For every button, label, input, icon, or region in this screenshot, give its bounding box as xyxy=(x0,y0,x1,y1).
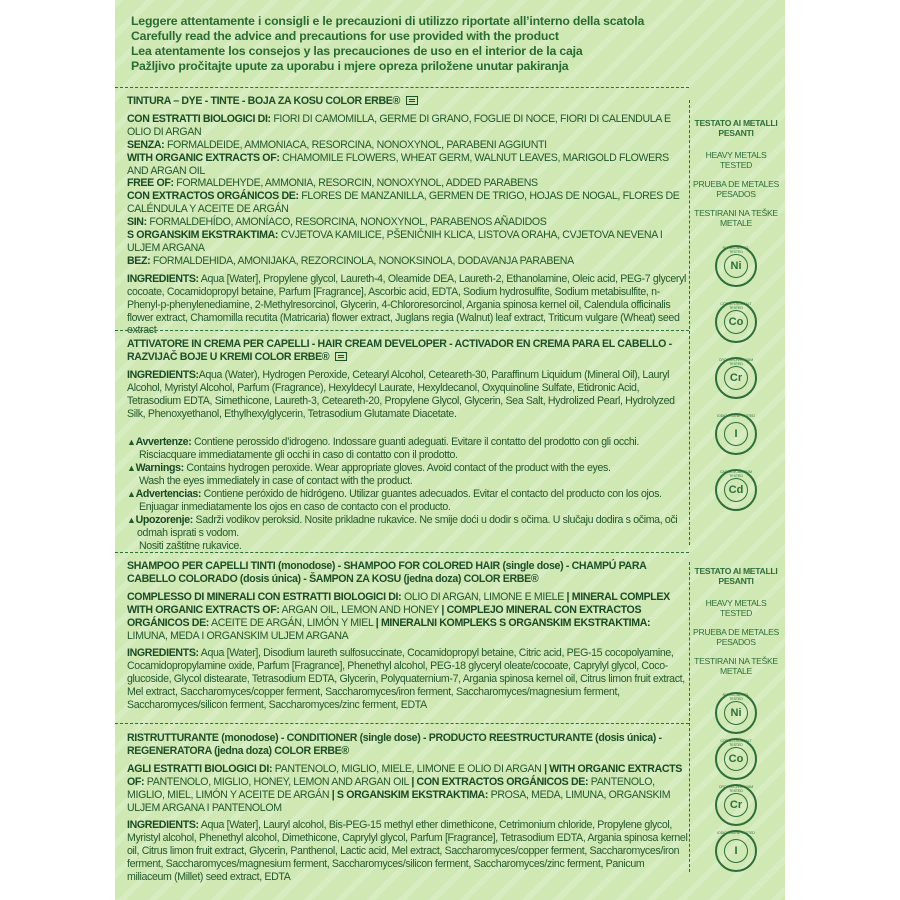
chromium-tested-badge xyxy=(715,357,757,399)
package-icon xyxy=(335,352,347,361)
iodine-ring-text: IODIO•IODINE TESTED xyxy=(717,414,755,418)
dye-ingredients-label: INGREDIENTS: xyxy=(127,272,199,285)
cobalt-ring-text: COBALTO•COBALT TESTED xyxy=(720,739,752,747)
cobalt-tested-badge xyxy=(715,301,757,343)
warning-icon: ▲ xyxy=(127,514,136,525)
divider xyxy=(115,552,689,553)
conditioner-it-label: AGLI ESTRATTI BIOLOGICI DI: xyxy=(127,762,273,775)
cobalt-symbol: Co xyxy=(724,310,748,334)
developer-ingredients-label: INGREDIENTS: xyxy=(127,368,199,381)
warning-icon: ▲ xyxy=(127,437,136,448)
warn-es-text: Contiene peróxido de hidrógeno. Utilizar guantes adecuados. Evitar el contacto del producto con los ojos. xyxy=(203,488,662,501)
shampoo-hr-label: | MINERALNI KOMPLEKS S ORGANSKIM EKSTRAKTIMA: xyxy=(375,616,651,629)
warn-hr-cont: Nositi zaštitne rukavice. xyxy=(139,539,242,552)
shampoo-title: SHAMPOO PER CAPELLI TINTI (monodose) - SHAMPOO FOR COLORED HAIR (single dose) - CHAMPÚ PARA CABELLO COLORADO (dosis única) - ŠAMPON ZA KOSU (jedna doza) COLOR ERBE® xyxy=(127,560,647,585)
shampoo-es-text: ACEITE DE ARGÁN, LIMÓN Y MIEL xyxy=(211,616,374,629)
chromium-ring-text: CROMO•CHROMIUM TESTED xyxy=(718,358,754,366)
conditioner-hr-label: | S ORGANSKIM EKSTRAKTIMA: xyxy=(331,788,489,801)
warn-es-label: Advertencias: xyxy=(135,488,202,501)
heavy-metals-en: HEAVY METALS TESTED xyxy=(705,598,767,618)
dye-free-text: FORMALDEHYDE, AMMONIA, RESORCIN, NONOXYNOL, ADDED PARABENS xyxy=(176,177,538,190)
warn-it-text: Contiene perossido d’idrogeno. Indossare guanti adeguati. Evitare il contatto del prodotto con gli occhi. xyxy=(193,436,639,449)
iodine-tested-badge xyxy=(715,413,757,455)
heavy-metals-es: PRUEBA DE METALES PESADOS xyxy=(693,179,779,199)
warning-icon: ▲ xyxy=(127,489,136,500)
dye-senza-text: FORMALDEIDE, AMMONIACA, RESORCINA, NONOXYNOL, PARABENI AGGIUNTI xyxy=(166,138,547,151)
shampoo-ingredients-label: INGREDIENTS: xyxy=(127,647,199,660)
warn-hr-text: Sadrži vodikov peroksid. Nosite prikladne rukavice. Ne smije doći u dodir s očima. U slučaju dodira s očima, oči odmah isprati s vodom. xyxy=(137,513,678,539)
chromium-symbol: Cr xyxy=(724,366,748,390)
warning-icon: ▲ xyxy=(127,463,136,474)
dye-es-label: CON EXTRACTOS ORGÁNICOS DE: xyxy=(127,190,299,203)
intro-line-it: Leggere attentamente i consigli e le precauzioni di utilizzo riportate all’interno della scatola xyxy=(131,14,645,28)
dye-bez-label: BEZ: xyxy=(127,254,151,267)
nickel-tested-badge xyxy=(715,245,757,287)
shampoo-hr-text: LIMUNA, MEDA I ORGANSKIM ULJEM ARGANA xyxy=(127,629,349,642)
conditioner-hr-text: PROSA, MEDA, LIMUNA, ORGANSKIM ULJEM ARGANA I PANTENOLOM xyxy=(127,788,671,814)
dye-en-label: WITH ORGANIC EXTRACTS OF: xyxy=(127,151,280,164)
chromium-ring-text: CROMO•CHROMIUM TESTED xyxy=(718,785,754,793)
cadmium-ring-text: CADMIO•CADMIUM TESTED xyxy=(720,470,752,478)
dye-free-label: FREE OF: xyxy=(127,177,174,190)
cobalt-tested-badge xyxy=(715,738,757,780)
cobalt-ring-text: COBALTO•COBALT TESTED xyxy=(720,302,752,310)
conditioner-en-text: PANTENOLO, MIGLIO, HONEY, LEMON AND ARGAN OIL xyxy=(146,775,409,788)
dye-it-label: CON ESTRATTI BIOLOGICI DI: xyxy=(127,112,271,125)
intro-line-en: Carefully read the advice and precautions for use provided with the product xyxy=(131,29,559,43)
heavy-metals-hr: TESTIRANI NA TEŠKE METALE xyxy=(694,656,778,676)
dye-bez-text: FORMALDEHIDA, AMONIJAKA, REZORCINOLA, NONOKSINOLA, DODAVANJA PARABENA xyxy=(152,254,574,267)
warn-en-label: Warnings: xyxy=(135,462,184,475)
heavy-metals-panel xyxy=(693,118,779,237)
conditioner-es-text: PANTENOLO, MIGLIO, MIEL, LIMÓN Y ACEITE DE ARGÁN xyxy=(127,775,655,801)
conditioner-es-label: | CON EXTRACTOS ORGÁNICOS DE: xyxy=(411,775,589,788)
cobalt-symbol: Co xyxy=(724,747,748,771)
dye-ingredients-text: Aqua [Water], Propylene glycol, Laureth-4, Oleamide DEA, Laureth-2, Ethanolamine, Oleic acid, PEG-7 glyceryl cocoate, Cocamidopropyl betaine, Parfum [Fragrance], Ascorbic acid, EDTA, Sodium hydrosulfite, Sodium metabisulfite, n-Phenyl-p-phenylenediamine, 2-Methylresorcinol, Glycerin, 4-Chlororesorcinol, Argania spinosa kernel oil, Calendula officinalis flower extract, Chamomilla recutita (Matricaria) flower extract, Juglans regia (Walnut) leaf extract, Triticum vulgare (Wheat) seed extract xyxy=(127,272,687,337)
heavy-metals-panel xyxy=(693,566,779,685)
divider xyxy=(115,87,689,88)
nickel-ring-text: NICHEL•NICKEL TESTED xyxy=(722,246,750,254)
shampoo-it-text: OLIO DI ARGAN, LIMONE E MIELE xyxy=(403,590,564,603)
label-sheet xyxy=(115,0,785,900)
shampoo-ingredients-text: Aqua [Water], Disodium laureth sulfosuccinate, Cocamidopropyl betaine, Citric acid, PEG-15 cocopolyamine, Cocamidopropylamine oxide, Parfum [Fragrance], Phenethyl alcohol, PEG-18 glyceryl oleate/cocoate, Caprylyl glycol, Coco-glucoside, Glycol distearate, Tetrasodium EDTA, Glycerin, Polyquaternium-7, Argania spinosa kernel oil, Citrus limon fruit extract, Mel extract, Saccharomyces/copper ferment, Saccharomyces/iron ferment, Saccharomyces/magnesium ferment, Saccharomyces/silicon ferment, Saccharomyces/zinc ferment, EDTA xyxy=(127,647,685,712)
iodine-symbol: I xyxy=(724,839,748,863)
shampoo-it-label: COMPLESSO DI MINERALI CON ESTRATTI BIOLOGICI DI: xyxy=(127,590,402,603)
package-icon xyxy=(406,96,418,105)
cadmium-symbol: Cd xyxy=(724,478,748,502)
warn-it-label: Avvertenze: xyxy=(135,436,192,449)
iodine-tested-badge xyxy=(715,830,757,872)
section-shampoo xyxy=(127,560,689,712)
dye-es-text: FLORES DE MANZANILLA, GERMEN DE TRIGO, HOJAS DE NOGAL, FLORES DE CALÉNDULA Y ACEITE DE ARGÁN xyxy=(127,190,680,216)
warn-en-cont: Wash the eyes immediately in case of contact with the product. xyxy=(139,475,413,488)
section-developer xyxy=(127,338,689,553)
heavy-metals-head: TESTATO AI METALLI PESANTI xyxy=(694,566,778,586)
iodine-symbol: I xyxy=(724,422,748,446)
dye-hr-text: CVJETOVA KAMILICE, PŠENIČNIH KLICA, LISTOVA ORAHA, CVJETOVA NEVENA I ULJEM ARGANA xyxy=(127,229,663,254)
shampoo-en-label: | MINERAL COMPLEX WITH ORGANIC EXTRACTS OF: xyxy=(127,590,670,616)
heavy-metals-en: HEAVY METALS TESTED xyxy=(705,150,767,170)
nickel-ring-text: NICHEL•NICKEL TESTED xyxy=(722,693,750,701)
intro-notice xyxy=(131,14,771,74)
warn-hr-label: Upozorenje: xyxy=(135,513,193,526)
warn-it-cont: Risciacquare immediatamente gli occhi in caso di contatto con il prodotto. xyxy=(139,449,458,462)
warn-es-cont: Enjuagar inmediatamente los ojos en caso de contacto con el producto. xyxy=(139,500,451,513)
section-conditioner xyxy=(127,732,689,884)
dye-it-text: FIORI DI CAMOMILLA, GERME DI GRANO, FOGLIE DI NOCE, FIORI DI CALENDULA E OLIO DI ARGAN xyxy=(127,112,671,138)
heavy-metals-hr: TESTIRANI NA TEŠKE METALE xyxy=(694,208,778,228)
side-divider xyxy=(689,100,690,545)
dye-senza-label: SENZA: xyxy=(127,138,165,151)
conditioner-it-text: PANTENOLO, MIGLIO, MIELE, LIMONE E OLIO DI ARGAN xyxy=(274,762,542,775)
conditioner-title: RISTRUTTURANTE (monodose) - CONDITIONER (single dose) - PRODUCTO REESTRUCTURANTE (dosis única) - REGENERATORA (jedna doza) COLOR ERBE® xyxy=(127,732,662,757)
shampoo-es-label: | COMPLEJO MINERAL CON EXTRACTOS ORGÁNICOS DE: xyxy=(127,603,642,629)
heavy-metals-head: TESTATO AI METALLI PESANTI xyxy=(694,118,778,138)
divider xyxy=(115,330,689,331)
shampoo-en-text: ARGAN OIL, LEMON AND HONEY xyxy=(281,603,439,616)
intro-line-es: Lea atentamente los consejos y las precauciones de uso en el interior de la caja xyxy=(131,44,583,58)
dye-en-text: CHAMOMILE FLOWERS, WHEAT GERM, WALNUT LEAVES, MARIGOLD FLOWERS AND ARGAN OIL xyxy=(127,151,669,177)
conditioner-en-label: | WITH ORGANIC EXTRACTS OF: xyxy=(127,762,683,788)
dye-title: TINTURA – DYE - TINTE - BOJA ZA KOSU COLOR ERBE® xyxy=(127,95,400,107)
iodine-ring-text: IODIO•IODINE TESTED xyxy=(717,831,755,835)
warnings-block xyxy=(127,436,689,552)
nickel-symbol: Ni xyxy=(724,701,748,725)
developer-ingredients-text: Aqua (Water), Hydrogen Peroxide, Cetearyl Alcohol, Ceteareth-30, Paraffinum Liquidum (Mineral Oil), Lauryl Alcohol, Myristyl Alcohol, Parfum (Fragrance), Hexyldecyl Laurate, Hexyldecanol, Oxyquinoline Sulfate, Etidronic Acid, Tetrasodium EDTA, Simethicone, Laureth-3, Ceteareth-20, Propylene Glycol, Glycerin, Sea Salt, Hydrolized Pearl, Hydrolyzed Silk, Phenoxyethanol, Ethylhexylglycerin, Tetrasodium Glutamate Diacetate. xyxy=(127,368,675,420)
conditioner-ingredients-text: Aqua [Water], Lauryl alcohol, Bis-PEG-15 methyl ether dimethicone, Cetrimonium chloride, Propylene glycol, Myristyl alcohol, Phenethyl alcohol, Dimethicone, Caprylyl glycol, Parfum [Fragrance], Tetrasodium EDTA, Argania spinosa kernel oil, Citrus limon fruit extract, Glycerin, Panthenol, Lactic acid, Mel extract, Saccharomyces/copper ferment, Saccharomyces/iron ferment, Saccharomyces/magnesium ferment, Saccharomyces/silicon ferment, Saccharomyces/zinc ferment, Panicum miliaceum (Millet) seed extract, EDTA xyxy=(127,819,688,884)
dye-sin-label: SIN: xyxy=(127,216,147,229)
divider xyxy=(115,723,689,724)
nickel-tested-badge xyxy=(715,692,757,734)
side-divider xyxy=(689,562,690,872)
intro-line-hr: Pažljivo pročitajte upute za uporabu i mjere opreza priložene unutar pakiranja xyxy=(131,59,569,73)
developer-title: ATTIVATORE IN CREMA PER CAPELLI - HAIR CREAM DEVELOPER - ACTIVADOR EN CREMA PARA EL CABELLO - RAZVIJAČ BOJE U KREMI COLOR ERBE® xyxy=(127,338,672,363)
dye-sin-text: FORMALDEHÍDO, AMONÍACO, RESORCINA, NONOXYNOL, PARABENOS AÑADIDOS xyxy=(149,216,547,229)
section-dye xyxy=(127,95,689,337)
chromium-tested-badge xyxy=(715,784,757,826)
conditioner-ingredients-label: INGREDIENTS: xyxy=(127,819,199,832)
dye-hr-label: S ORGANSKIM EKSTRAKTIMA: xyxy=(127,229,279,242)
heavy-metals-es: PRUEBA DE METALES PESADOS xyxy=(693,627,779,647)
cadmium-tested-badge xyxy=(715,469,757,511)
warn-en-text: Contains hydrogen peroxide. Wear appropriate gloves. Avoid contact of the product with the eyes. xyxy=(186,462,611,475)
chromium-symbol: Cr xyxy=(724,793,748,817)
nickel-symbol: Ni xyxy=(724,254,748,278)
